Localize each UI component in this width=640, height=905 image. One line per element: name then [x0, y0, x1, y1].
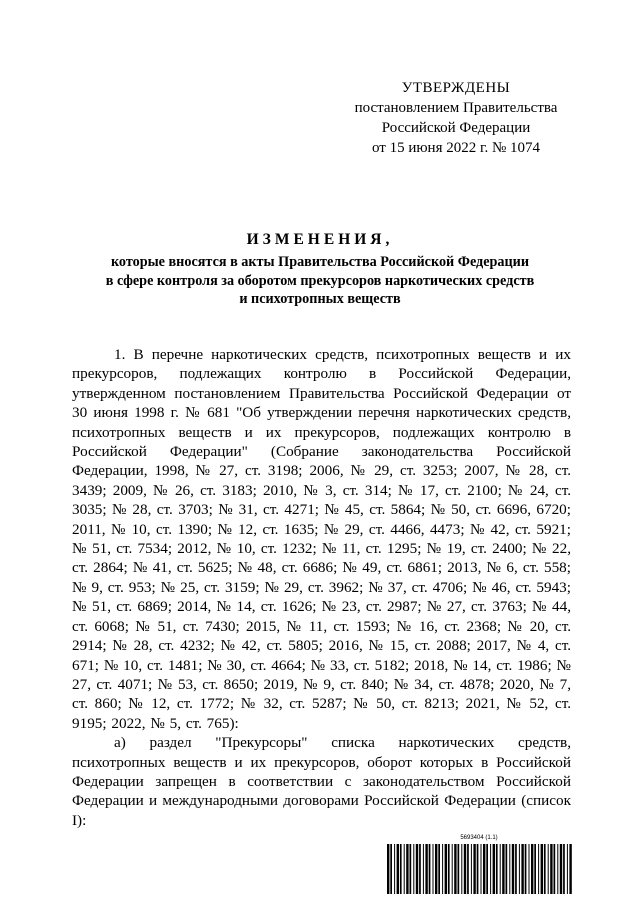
approval-line-2: Российской Федерации: [381, 120, 531, 136]
paragraph-1: 1. В перечне наркотических средств, психотропных веществ и их прекурсоров, подлежащих контролю в Российской Федерации, утвержденном постановлением Правительства Российской Федерации от 30 июня 1998 г. № 681 "Об утверждении перечня наркотических средств, психотропных веществ и их прекурсоров, подлежащих контролю в Российской Федерации" (Собрание законодательства Российской Федерации, 1998, № 27, ст. 3198; 2006, № 29, ст. 3253; 2007, № 28, ст. 3439; 2009, № 26, ст. 3183; 2010, № 3, ст. 314; № 17, ст. 2100; № 24, ст. 3035; № 28, ст. 3703; № 31, ст. 4271; № 45, ст. 5864; № 50, ст. 6696, 6720; 2011, № 10, ст. 1390; № 12, ст. 1635; № 29, ст. 4466, 4473; № 42, ст. 5921; № 51, ст. 7534; 2012, № 10, ст. 1232; № 11, ст. 1295; № 19, ст. 2400; № 22, ст. 2864; № 41, ст. 5625; № 48, ст. 6686; № 49, ст. 6861; 2013, № 6, ст. 558; № 9, ст. 953; № 25, ст. 3159; № 29, ст. 3962; № 37, ст. 4706; № 46, ст. 5943; № 51, ст. 6869; 2014, № 14, ст. 1626; № 23, ст. 2987; № 27, ст. 3763; № 44, ст. 6068; № 51, ст. 7430; 2015, № 11, ст. 1593; № 16, ст. 2368; № 20, ст. 2914; № 28, ст. 4232; № 42, ст. 5805; 2016, № 15, ст. 2088; 2017, № 4, ст. 671; № 10, ст. 1481; № 30, ст. 4664; № 33, ст. 5182; 2018, № 14, ст. 1986; № 27, ст. 4071; № 53, ст. 8650; 2019, № 9, ст. 840; № 34, ст. 4878; 2020, № 7, ст. 860; № 12, ст. 1772; № 32, ст. 5287; № 50, ст. 8213; 2021, № 52, ст. 9195; 2022, № 5, ст. 765):: [72, 346, 571, 732]
approval-line-1: постановлением Правительства: [354, 100, 558, 116]
document-body: [72, 345, 571, 830]
barcode: [385, 834, 573, 896]
barcode-number: 5693404 (1.1): [460, 835, 498, 841]
approval-line-3: от 15 июня 2022 г. № 1074: [371, 140, 541, 156]
document-subtitle-line-2: в сфере контроля за оборотом прекурсоров наркотических средств: [105, 272, 535, 289]
approval-stamp: [340, 78, 572, 158]
approval-title: УТВЕРЖДЕНЫ: [401, 80, 511, 96]
document-subtitle-line-3: и психотропных веществ: [239, 291, 401, 307]
document-title: ИЗМЕНЕНИЯ,: [246, 231, 394, 248]
paragraph-1a: а) раздел "Прекурсоры" списка наркотических средств, психотропных веществ и их прекурсоров, оборот которых в Российской Федерации запрещен в соответствии с законодательством Российской Федерации и международными договорами Российской Федерации (список I):: [72, 734, 571, 829]
barcode-bars: [385, 844, 573, 894]
document-subtitle-line-1: которые вносятся в акты Правительства Российской Федерации: [110, 254, 530, 270]
document-heading: [60, 230, 580, 309]
